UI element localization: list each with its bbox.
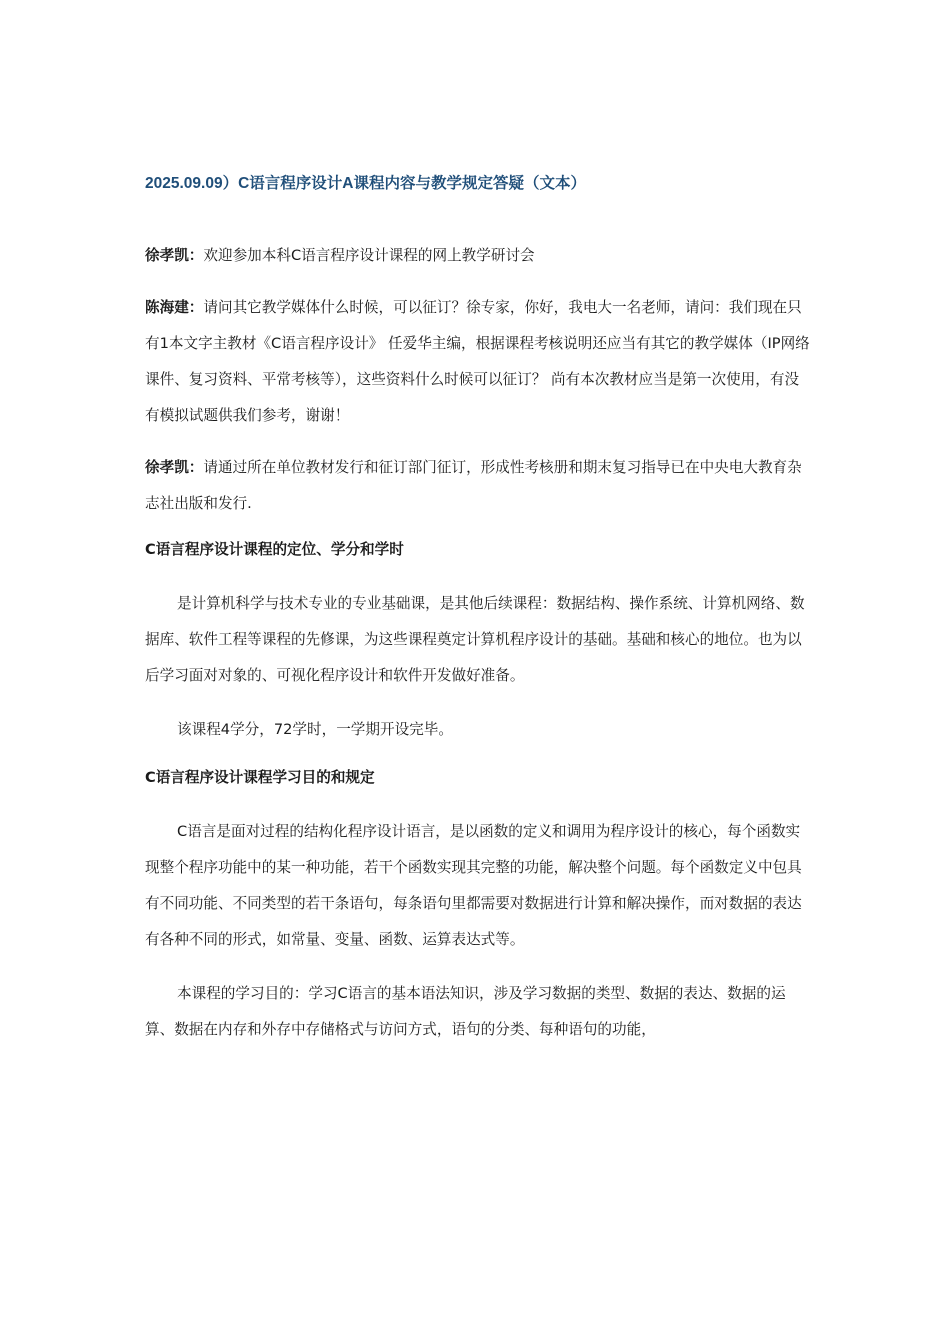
section-paragraph: 是计算机科学与技术专业的专业基础课，是其他后续课程：数据结构、操作系统、计算机网络、数据库、软件工程等课程的先修课，为这些课程奠定计算机程序设计的基础。基础和核心的地位。也为以后学习面对对象的、可视化程序设计和软件开发做好准备。 bbox=[145, 595, 805, 684]
section-paragraph: C语言是面对过程的结构化程序设计语言，是以函数的定义和调用为程序设计的核心，每个函数实现整个程序功能中的某一种功能，若干个函数实现其完整的功能，解决整个问题。每个函数定义中包具有不同功能、不同类型的若干条语句，每条语句里都需要对数据进行计算和解决操作，而对数据的表达有各种不同的形式，如常量、变量、函数、运算表达式等。 bbox=[145, 823, 802, 948]
dialogue-entry bbox=[145, 450, 810, 522]
speaker-name: 徐孝凯： bbox=[145, 247, 204, 264]
section-paragraph: 该课程4学分，72学时，一学期开设完毕。 bbox=[177, 721, 453, 738]
dialogue-entry bbox=[145, 238, 810, 274]
section-heading: C语言程序设计课程的定位、学分和学时 bbox=[145, 541, 404, 558]
dialogue-text: 请通过所在单位教材发行和征订部门征订，形成性考核册和期末复习指导已在中央电大教育杂志社出版和发行. bbox=[145, 459, 802, 512]
dialogue-entry bbox=[145, 290, 810, 434]
dialogue-text: 请问其它教学媒体什么时候，可以征订？徐专家，你好，我电大一名老师，请问：我们现在只有1本文字主教材《C语言程序设计》 任爱华主编，根据课程考核说明还应当有其它的教学媒体（IP网络课件、复习资料、平常考核等），这些资料什么时候可以征订？ 尚有本次教材应当是第一次使用，有没有模拟试题供我们参考，谢谢！ bbox=[145, 299, 810, 424]
speaker-name: 徐孝凯： bbox=[145, 459, 204, 476]
speaker-name: 陈海建： bbox=[145, 299, 204, 316]
document-body bbox=[145, 172, 810, 1048]
dialogue-text: 欢迎参加本科C语言程序设计课程的网上教学研讨会 bbox=[203, 247, 535, 264]
section-heading: C语言程序设计课程学习目的和规定 bbox=[145, 769, 375, 786]
section-paragraph: 本课程的学习目的：学习C语言的基本语法知识，涉及学习数据的类型、数据的表达、数据的运算、数据在内存和外存中存储格式与访问方式，语句的分类、每种语句的功能， bbox=[145, 985, 786, 1038]
document-title: 2025.09.09）C语言程序设计A课程内容与教学规定答疑（文本） bbox=[145, 175, 586, 192]
